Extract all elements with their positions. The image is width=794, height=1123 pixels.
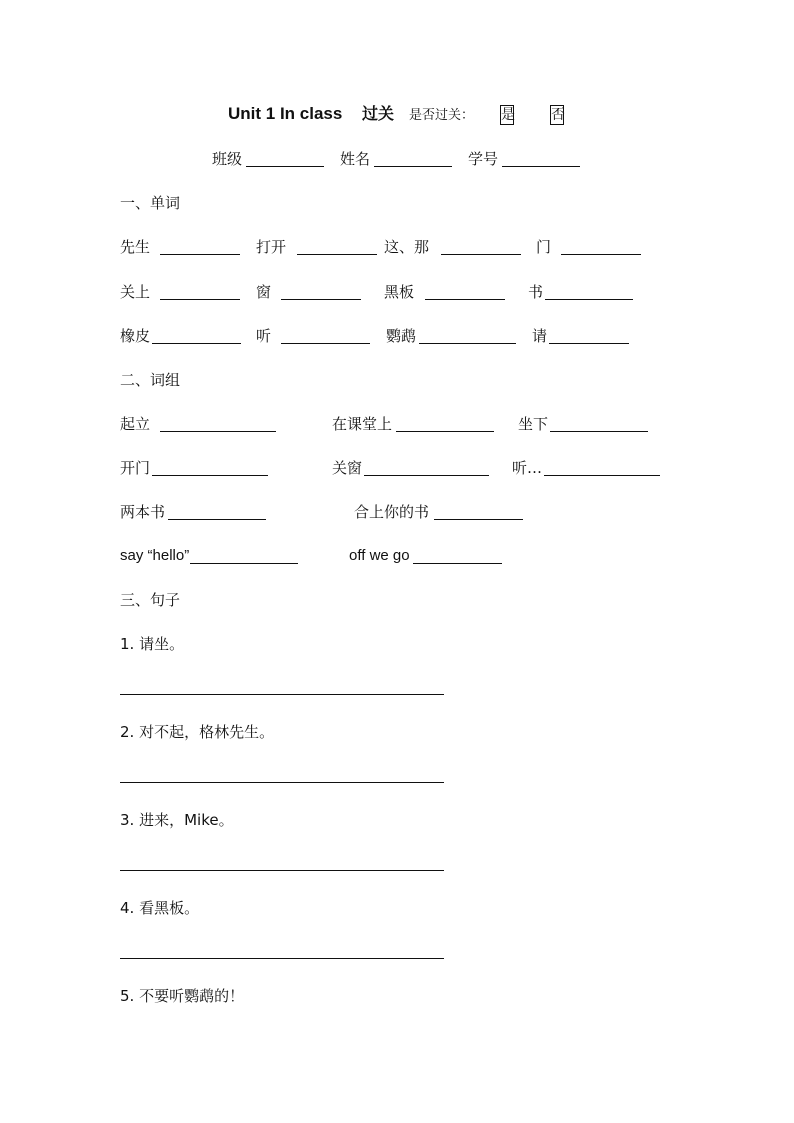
- word-answer-blank[interactable]: [425, 299, 505, 300]
- word-answer-blank[interactable]: [152, 343, 241, 344]
- phrase-prompt: off we go: [349, 547, 410, 564]
- word-answer-blank[interactable]: [441, 254, 521, 255]
- phrase-answer-blank[interactable]: [152, 475, 268, 476]
- phrase-answer-blank[interactable]: [396, 431, 494, 432]
- phrase-answer-blank[interactable]: [434, 519, 523, 520]
- name-blank[interactable]: [374, 166, 452, 167]
- phrase-prompt: say “hello”: [120, 547, 190, 564]
- phrase-answer-blank[interactable]: [544, 475, 660, 476]
- word-prompt: 先生: [120, 238, 151, 256]
- section-heading-phrases: 二、词组: [120, 371, 181, 389]
- word-answer-blank[interactable]: [281, 343, 370, 344]
- phrase-prompt: 听…: [512, 459, 543, 477]
- name-label: 姓名: [340, 150, 371, 168]
- word-prompt: 鹦鹉: [386, 327, 417, 345]
- word-answer-blank[interactable]: [561, 254, 641, 255]
- phrase-prompt: 起立: [120, 415, 151, 433]
- phrase-answer-blank[interactable]: [190, 563, 298, 564]
- phrase-prompt: 坐下: [518, 415, 549, 433]
- phrase-answer-blank[interactable]: [364, 475, 489, 476]
- word-prompt: 这、那: [384, 238, 430, 256]
- phrase-prompt: 在课堂上: [332, 415, 393, 433]
- word-prompt: 书: [528, 283, 544, 301]
- class-label: 班级: [212, 150, 243, 168]
- sentence-answer-line[interactable]: [120, 694, 444, 695]
- worksheet-title: Unit 1 In class: [228, 104, 343, 123]
- word-answer-blank[interactable]: [160, 299, 240, 300]
- word-answer-blank[interactable]: [281, 299, 361, 300]
- student-id-label: 学号: [468, 150, 499, 168]
- word-prompt: 橡皮: [120, 327, 151, 345]
- phrase-answer-blank[interactable]: [413, 563, 502, 564]
- sentence-answer-line[interactable]: [120, 782, 444, 783]
- class-blank[interactable]: [246, 166, 324, 167]
- sentence-prompt: 4. 看黑板。: [120, 899, 200, 917]
- pass-status-label: 是否过关：: [409, 108, 475, 123]
- sentence-answer-line[interactable]: [120, 958, 444, 959]
- word-answer-blank[interactable]: [160, 254, 240, 255]
- word-prompt: 听: [256, 327, 272, 345]
- sentence-answer-line[interactable]: [120, 870, 444, 871]
- word-answer-blank[interactable]: [297, 254, 377, 255]
- phrase-answer-blank[interactable]: [160, 431, 276, 432]
- word-prompt: 黑板: [384, 283, 415, 301]
- word-prompt: 关上: [120, 283, 151, 301]
- sentence-prompt: 1. 请坐。: [120, 635, 185, 653]
- sentence-prompt: 5. 不要听鹦鹉的！: [120, 987, 245, 1005]
- pass-no-box[interactable]: 否: [551, 107, 565, 123]
- sentence-prompt: 3. 进来，Mike。: [120, 811, 234, 829]
- worksheet-title-suffix: 过关: [362, 104, 395, 123]
- word-prompt: 打开: [256, 238, 287, 256]
- sentence-prompt: 2. 对不起，格林先生。: [120, 723, 275, 741]
- word-answer-blank[interactable]: [545, 299, 633, 300]
- phrase-prompt: 开门: [120, 459, 151, 477]
- section-heading-words: 一、单词: [120, 194, 181, 212]
- phrase-prompt: 关窗: [332, 459, 363, 477]
- word-prompt: 请: [532, 327, 548, 345]
- word-prompt: 门: [536, 238, 552, 256]
- section-heading-sentences: 三、句子: [120, 591, 181, 609]
- word-prompt: 窗: [256, 283, 272, 301]
- word-answer-blank[interactable]: [549, 343, 629, 344]
- student-id-blank[interactable]: [502, 166, 580, 167]
- phrase-prompt: 两本书: [120, 503, 166, 521]
- phrase-answer-blank[interactable]: [550, 431, 648, 432]
- word-answer-blank[interactable]: [419, 343, 516, 344]
- phrase-answer-blank[interactable]: [168, 519, 266, 520]
- phrase-prompt: 合上你的书: [354, 503, 430, 521]
- pass-yes-box[interactable]: 是: [501, 107, 515, 123]
